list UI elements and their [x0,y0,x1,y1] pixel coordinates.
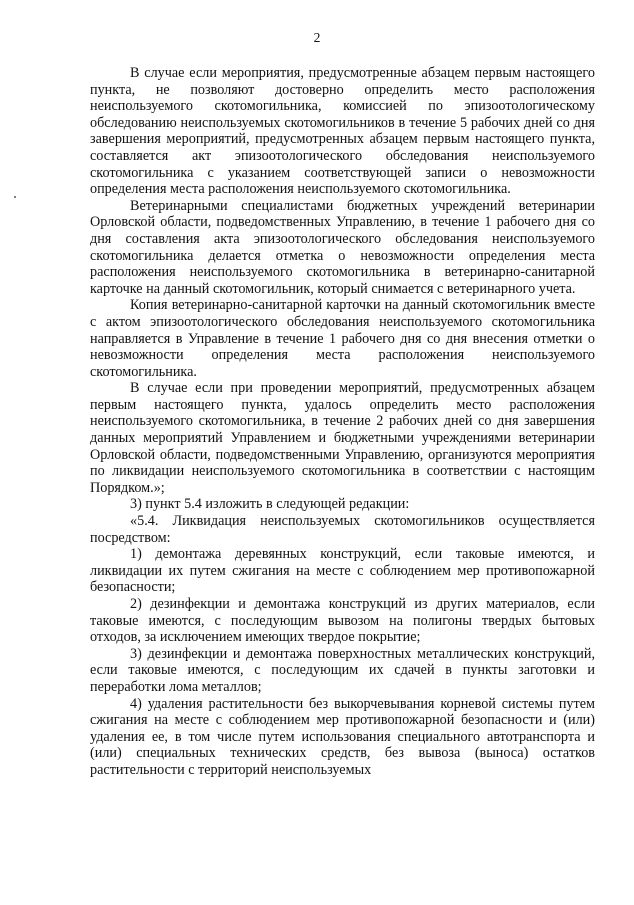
list-item-2: 2) дезинфекции и демонтажа конструкций из других материалов, если таковые имеются, с последующим вывозом на полигоны твердых бытовых отходов, за исключением имеющих твердое покрытие; [90,596,595,646]
list-item-3: 3) дезинфекции и демонтажа поверхностных металлических конструкций, если таковые имеются, с последующим их сдачей в пункты заготовки и переработки лома металлов; [90,645,595,695]
document-body [90,65,595,779]
page-number: 2 [313,30,321,45]
scan-speck [14,196,16,198]
paragraph-location-found: В случае если при проведении мероприятий, предусмотренных абзацем первым настоящего пункта, удалось определить место расположения неиспользуемого скотомогильника, в течение 2 рабочих дней со дня завершения данных мероприятий Управлением и бюджетными учреждениями ветеринарии Орловской области, подведомственными Управлению, организуются мероприятия по ликвидации неиспользуемого скотомогильника в соответствии с настоящим Порядком.»; [90,380,595,496]
list-item-4: 4) удаления растительности без выкорчевывания корневой системы путем сжигания на месте с соблюдением мер противопожарной безопасности и (или) удаления ее, в том числе путем использования специального автотранспорта и (или) специальных технических средств, без вывоза (выноса) остатков растительности с территорий неиспользуемых [90,695,595,778]
paragraph-unable-to-locate: В случае если мероприятия, предусмотренные абзацем первым настоящего пункта, не позволяют достоверно определить место расположения неиспользуемого скотомогильника, комиссией по эпизоотологическому обследованию неиспользуемых скотомогильников в течение 5 рабочих дней со дня завершения мероприятий, предусмотренных абзацем первым настоящего пункта, составляется акт эпизоотологического обследования неиспользуемого скотомогильника с указанием соответствующей записи о невозможности определения места расположения неиспользуемого скотомогильника. [90,65,595,198]
paragraph-item-3: 3) пункт 5.4 изложить в следующей редакции: [130,496,410,513]
paragraph-veterinary-mark: Ветеринарными специалистами бюджетных учреждений ветеринарии Орловской области, подведомственных Управлению, в течение 1 рабочего дня со дня составления акта эпизоотологического обследования неиспользуемого скотомогильника делается отметка о невозможности определения места расположения неиспользуемого скотомогильника в ветеринарно-санитарной карточке на данный скотомогильник, который снимается с ветеринарного учета. [90,197,595,297]
paragraph-card-copy: Копия ветеринарно-санитарной карточки на данный скотомогильник вместе с актом эпизоотологического обследования неиспользуемого скотомогильника направляется в Управление в течение 1 рабочего дня со дня внесения отметки о невозможности определения места расположения неиспользуемого скотомогильника. [90,297,595,380]
list-item-1: 1) демонтажа деревянных конструкций, если таковые имеются, и ликвидации их путем сжигания на месте с соблюдением мер противопожарной безопасности; [90,546,595,596]
paragraph-clause-5-4: «5.4. Ликвидация неиспользуемых скотомогильников осуществляется посредством: [90,513,595,546]
